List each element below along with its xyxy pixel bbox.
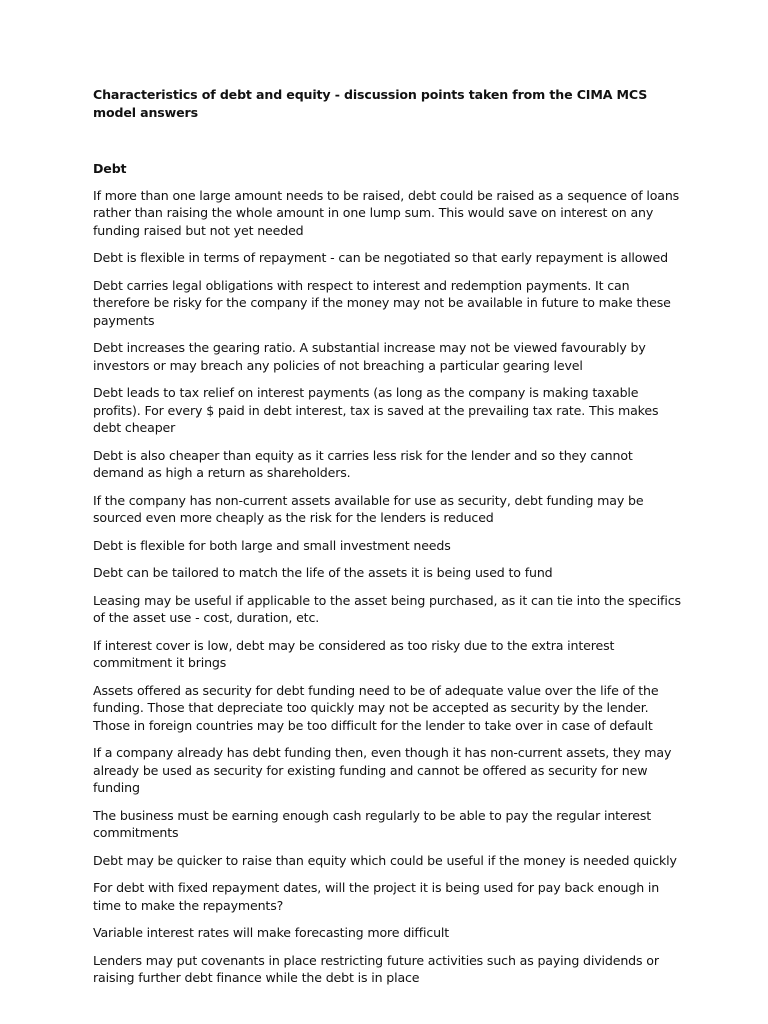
section-heading-debt: Debt — [93, 161, 127, 176]
paragraph: If interest cover is low, debt may be considered as too risky due to the extra interest commitment it brings — [93, 637, 615, 670]
paragraph: Debt increases the gearing ratio. A substantial increase may not be viewed favourably by investors or may breach any policies of not breaching a particular gearing level — [93, 340, 646, 373]
paragraph: Assets offered as security for debt funding need to be of adequate value over the life of the funding. Those that depreciate too quickly may not be accepted as security by the lender. Those in foreign countries may be too difficult for the lender to take over in case of default — [93, 682, 659, 733]
document-title: Characteristics of debt and equity - discussion points taken from the CIMA MCS model answers — [93, 87, 648, 120]
paragraph: Debt may be quicker to raise than equity which could be useful if the money is needed quickly — [93, 852, 677, 868]
paragraph: For debt with fixed repayment dates, will the project it is being used for pay back enough in time to make the repayments? — [93, 880, 660, 913]
paragraph: If more than one large amount needs to be raised, debt could be raised as a sequence of loans rather than raising the whole amount in one lump sum. This would save on interest on any funding raised but not yet needed — [93, 187, 680, 238]
paragraph: Variable interest rates will make forecasting more difficult — [93, 925, 450, 940]
paragraph: If a company already has debt funding then, even though it has non-current assets, they may already be used as security for existing funding and cannot be offered as security for new funding — [93, 745, 672, 795]
paragraph: Debt leads to tax relief on interest payments (as long as the company is making taxable profits). For every $ paid in debt interest, tax is saved at the prevailing tax rate. This makes debt cheaper — [93, 385, 659, 435]
paragraph: Debt is flexible for both large and small investment needs — [93, 537, 451, 553]
paragraph: Debt can be tailored to match the life of the assets it is being used to fund — [93, 565, 553, 580]
paragraph: The business must be earning enough cash regularly to be able to pay the regular interest commitments — [93, 807, 652, 840]
paragraph: Debt is also cheaper than equity as it carries less risk for the lender and so they cannot demand as high a return as shareholders. — [93, 447, 633, 480]
paragraph: Debt is flexible in terms of repayment - can be negotiated so that early repayment is allowed — [93, 250, 668, 265]
paragraph: Debt carries legal obligations with respect to interest and redemption payments. It can therefore be risky for the company if the money may not be available in future to make these payments — [93, 277, 671, 328]
paragraph-list — [93, 187, 685, 987]
document-content — [93, 86, 685, 997]
paragraph: Leasing may be useful if applicable to the asset being purchased, as it can tie into the specifics of the asset use - cost, duration, etc. — [93, 592, 681, 625]
paragraph: Lenders may put covenants in place restricting future activities such as paying dividends or raising further debt finance while the debt is in place — [93, 952, 659, 985]
paragraph: If the company has non-current assets available for use as security, debt funding may be sourced even more cheaply as the risk for the lenders is reduced — [93, 492, 644, 525]
